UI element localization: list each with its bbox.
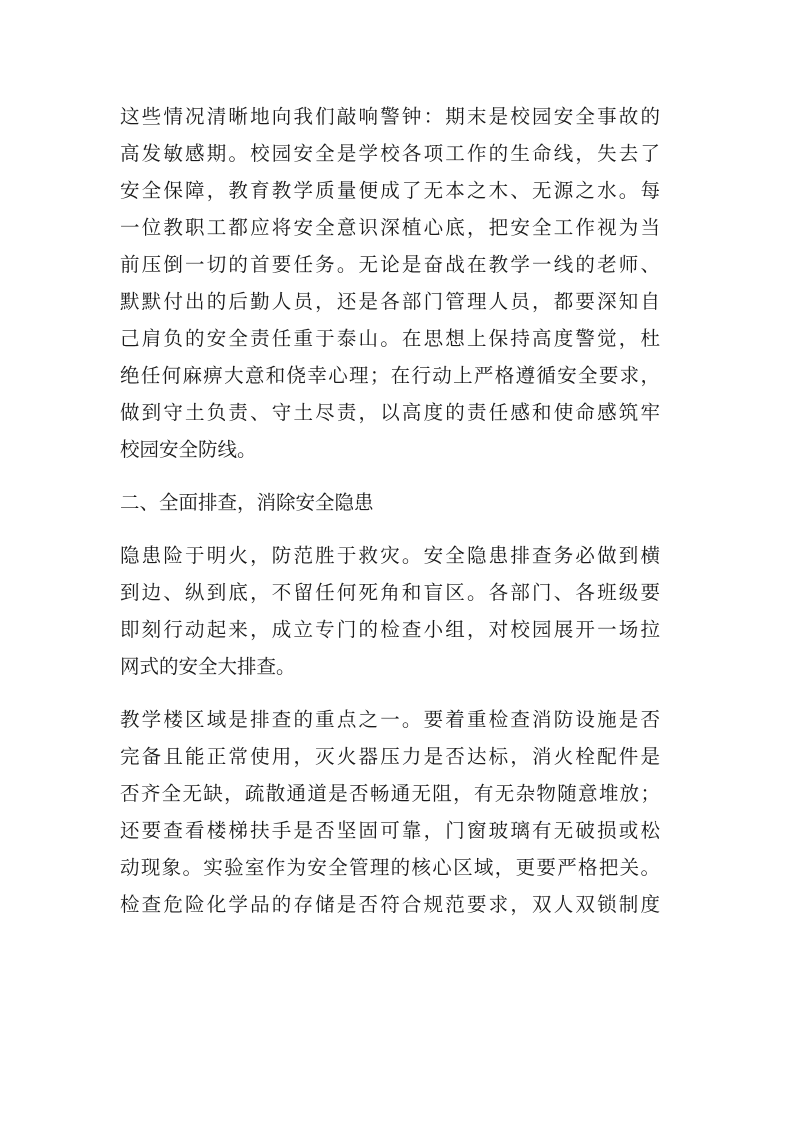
text-line: 绝任何麻痹大意和侥幸心理；在行动上严格遵循安全要求， [120, 364, 660, 387]
text-line: 隐患险于明火，防范胜于救灾。安全隐患排查务必做到横 [120, 544, 660, 567]
text-line: 还要查看楼梯扶手是否坚固可靠，门窗玻璃有无破损或松 [120, 819, 660, 842]
text-line: 一位教职工都应将安全意识深植心底，把安全工作视为当 [120, 216, 660, 239]
text-line: 动现象。实验室作为安全管理的核心区域，更要严格把关。 [120, 856, 660, 879]
text-line: 即刻行动起来，成立专门的检查小组，对校园展开一场拉 [120, 618, 660, 641]
text-line: 高发敏感期。校园安全是学校各项工作的生命线，失去了 [120, 142, 660, 165]
paragraph-hazard-inspection [120, 537, 660, 685]
text-line: 前压倒一切的首要任务。无论是奋战在教学一线的老师、 [120, 253, 660, 276]
text-line: 安全保障，教育教学质量便成了无本之木、无源之水。每 [120, 179, 660, 202]
text-line: 到边、纵到底，不留任何死角和盲区。各部门、各班级要 [120, 581, 660, 604]
text-line: 网式的安全大排查。 [120, 655, 296, 678]
text-line: 否齐全无缺，疏散通道是否畅通无阻，有无杂物随意堆放； [120, 782, 660, 805]
text-line: 己肩负的安全责任重于泰山。在思想上保持高度警觉，杜 [120, 327, 660, 350]
section-heading: 二、全面排查，消除安全隐患 [120, 491, 374, 514]
text-line: 这些情况清晰地向我们敲响警钟：期末是校园安全事故的 [120, 105, 660, 128]
text-line: 校园安全防线。 [120, 438, 257, 461]
text-line: 检查危险化学品的存储是否符合规范要求，双人双锁制度 [120, 893, 660, 916]
text-line: 完备且能正常使用，灭火器压力是否达标，消火栓配件是 [120, 745, 660, 768]
text-line: 做到守土负责、守土尽责，以高度的责任感和使命感筑牢 [120, 401, 660, 424]
document-body [120, 98, 660, 939]
text-line: 教学楼区域是排查的重点之一。要着重检查消防设施是否 [120, 708, 660, 731]
text-line: 默默付出的后勤人员，还是各部门管理人员，都要深知自 [120, 290, 660, 313]
paragraph-teaching-building [120, 701, 660, 923]
paragraph-safety-awareness [120, 98, 660, 468]
